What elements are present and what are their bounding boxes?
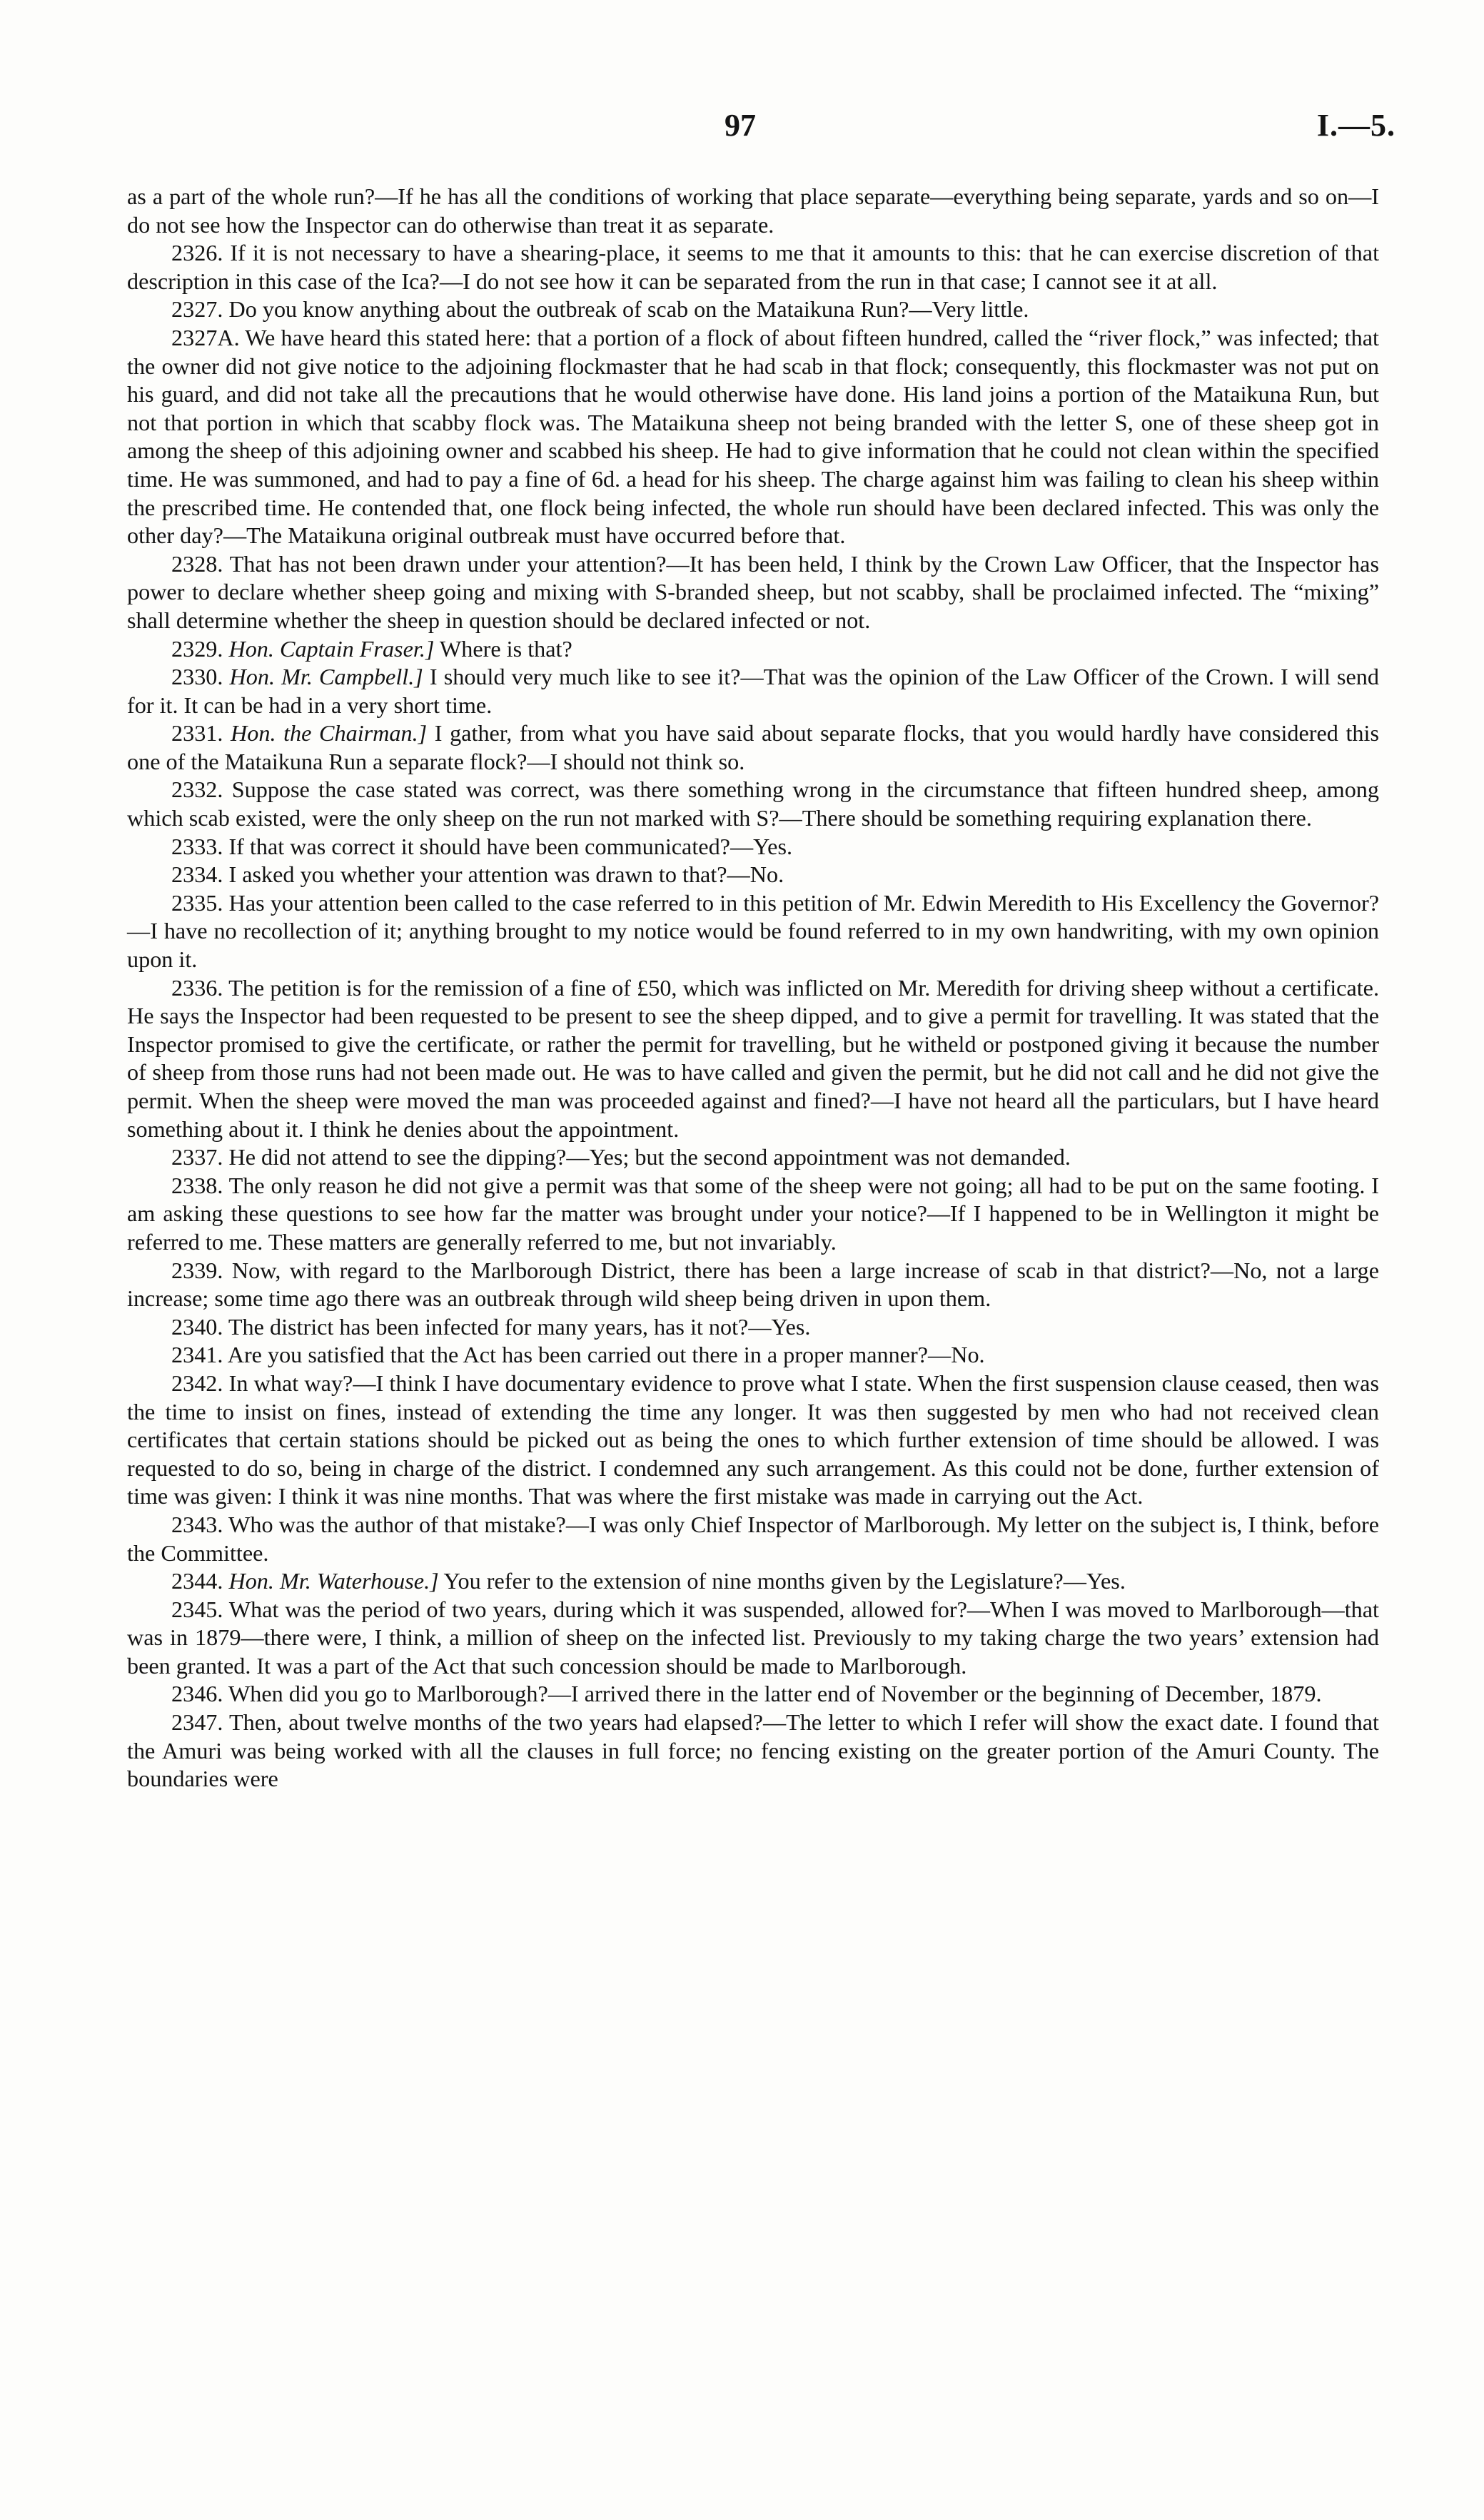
- paragraph: [127, 550, 1379, 635]
- question-number: 2345.: [171, 1596, 223, 1622]
- paragraph: [127, 663, 1379, 719]
- question-number: 2327.: [171, 296, 223, 323]
- page-header: [0, 107, 1484, 150]
- paragraph-text: Then, about twelve months of the two years had elapsed?—The letter to which I refer will show the exact date. I found that the Amuri was being worked with all the clauses in full force; no fencing existing on the greater portion of the Amuri County. The boundaries were: [127, 1709, 1380, 1792]
- speaker-name: Hon. the Chairman.]: [231, 720, 428, 747]
- question-number: 2339.: [171, 1257, 223, 1283]
- paragraph: [127, 1596, 1379, 1681]
- speaker-name: Hon. Mr. Waterhouse.]: [228, 1568, 439, 1594]
- question-number: 2327A.: [171, 324, 240, 350]
- question-number: 2326.: [171, 240, 223, 266]
- question-number: 2336.: [171, 974, 223, 1001]
- speaker-name: Hon. Mr. Campbell.]: [229, 664, 423, 690]
- question-number: 2334.: [171, 861, 223, 888]
- question-number: 2335.: [171, 889, 223, 916]
- paragraph: [127, 1511, 1379, 1567]
- question-number: 2341.: [171, 1342, 223, 1368]
- body-text: [127, 183, 1379, 1793]
- paragraph-text: I should very much like to see it?—That was the opinion of the Law Officer of the Crown. I will send for it. It can be had in a very short time.: [127, 664, 1379, 718]
- question-number: 2337.: [171, 1144, 223, 1170]
- page-number: 97: [725, 108, 756, 143]
- paragraph-text: as a part of the whole run?—If he has all the conditions of working that place separate—everything being separate, yards and so on—I do not see how the Inspector can do otherwise than treat it as separate.: [127, 183, 1379, 238]
- paragraph: [127, 1143, 1379, 1172]
- paragraph: [127, 1680, 1379, 1709]
- paragraph-text: That has not been drawn under your attention?—It has been held, I think by the Crown Law Officer, that the Inspector has power to declare whether sheep going and mixing with S-branded sheep, but not scabby, shall be proclaimed infected. The “mixing” shall determine whether the sheep in question should be declared infected or not.: [127, 550, 1379, 633]
- paragraph: [127, 1172, 1379, 1257]
- question-number: 2343.: [171, 1511, 223, 1537]
- paragraph-text: What was the period of two years, during which it was suspended, allowed for?—When I was moved to Marlborough—that was in 1879—there were, I think, a million of sheep on the infected list. Previously to my taking charge the two years’ extension had been granted. It was a part of the Act that such concession should be made to Marlborough.: [127, 1596, 1379, 1679]
- paragraph: [127, 1341, 1379, 1370]
- paragraph: [127, 974, 1379, 1144]
- paragraph: [127, 776, 1379, 832]
- document-reference: I.—5.: [1316, 108, 1395, 143]
- paragraph-text: The district has been infected for many years, has it not?—Yes.: [228, 1313, 811, 1340]
- question-number: 2344.: [171, 1568, 223, 1594]
- paragraph: [127, 719, 1379, 776]
- speaker-name: Hon. Captain Fraser.]: [228, 635, 435, 662]
- question-number: 2329.: [171, 635, 223, 662]
- question-number: 2330.: [171, 664, 223, 690]
- paragraph-text: You refer to the extension of nine months given by the Legislature?—Yes.: [443, 1568, 1126, 1594]
- question-number: 2333.: [171, 833, 223, 859]
- paragraph: [127, 183, 1379, 239]
- question-number: 2340.: [171, 1313, 223, 1340]
- paragraph: [127, 1709, 1379, 1793]
- question-number: 2338.: [171, 1172, 223, 1198]
- paragraph-text: Are you satisfied that the Act has been carried out there in a proper manner?—No.: [227, 1342, 985, 1368]
- paragraph: [127, 1370, 1379, 1511]
- paragraph-text: The petition is for the remission of a fine of £50, which was inflicted on Mr. Meredith for driving sheep without a certificate. He says the Inspector had been requested to be present to see the sheep dipped, and to give a permit for travelling. It was stated that the Inspector promised to give the certificate, or rather the permit for travelling, but he witheld or postponed giving it because the number of sheep from those runs had not been made out. He was to have called and given the permit, but he did not call and he did not give the permit. When the sheep were moved the man was proceeded against and fined?—I have not heard all the particulars, but I have heard something about it. I think he denies about the appointment.: [127, 974, 1380, 1142]
- paragraph-text: Now, with regard to the Marlborough District, there has been a large increase of scab in that district?—No, not a large increase; some time ago there was an outbreak through wild sheep being driven in upon them.: [127, 1257, 1379, 1312]
- paragraph: [127, 861, 1379, 889]
- paragraph-text: We have heard this stated here: that a portion of a flock of about fifteen hundred, called the “river flock,” was infected; that the owner did not give notice to the adjoining flockmaster that he had scab in that flock; consequently, this flockmaster was not put on his guard, and did not take all the precautions that he would otherwise have done. His land joins a portion of the Mataikuna Run, but not that portion in which that scabby flock was. The Mataikuna sheep not being branded with the letter S, one of these sheep got in among the sheep of this adjoining owner and scabbed his sheep. He had to give information that he could not clean within the specified time. He was summoned, and had to pay a fine of 6d. a head for his sheep. The charge against him was failing to clean his sheep within the prescribed time. He contended that, one flock being infected, the whole run should have been declared infected. This was only the other day?—The Mataikuna original outbreak must have occurred before that.: [127, 324, 1379, 549]
- question-number: 2342.: [171, 1370, 223, 1396]
- paragraph: [127, 635, 1379, 664]
- question-number: 2346.: [171, 1681, 223, 1707]
- paragraph: [127, 1313, 1379, 1342]
- paragraph-text: Suppose the case stated was correct, was there something wrong in the circumstance that fifteen hundred sheep, among which scab existed, were the only sheep on the run not marked with S?—There should be something requiring explanation there.: [127, 776, 1379, 831]
- paragraph-text: If that was correct it should have been communicated?—Yes.: [228, 833, 793, 859]
- paragraph: [127, 324, 1379, 550]
- question-number: 2347.: [171, 1709, 223, 1736]
- paragraph: [127, 295, 1379, 324]
- paragraph-text: In what way?—I think I have documentary evidence to prove what I state. When the first suspension clause ceased, then was the time to insist on fines, instead of extending the time any longer. It was then suggested by men who had not received clean certificates that certain stations should be picked out as being the ones to which further extension of time should be allowed. I was requested to do so, being in charge of the district. I condemned any such arrangement. As this could not be done, further extension of time was given: I think it was nine months. That was where the first mistake was made in carrying out the Act.: [127, 1370, 1379, 1509]
- paragraph: [127, 1257, 1379, 1313]
- paragraph: [127, 239, 1379, 295]
- paragraph-text: When did you go to Marlborough?—I arrived there in the latter end of November or the beginning of December, 1879.: [228, 1681, 1322, 1707]
- paragraph-text: He did not attend to see the dipping?—Yes; but the second appointment was not demanded.: [228, 1144, 1071, 1170]
- paragraph: [127, 1567, 1379, 1596]
- paragraph: [127, 889, 1379, 974]
- paragraph-text: Where is that?: [439, 635, 572, 662]
- question-number: 2332.: [171, 776, 223, 803]
- paragraph-text: I gather, from what you have said about separate flocks, that you would hardly have considered this one of the Mataikuna Run a separate flock?—I should not think so.: [127, 720, 1379, 774]
- question-number: 2331.: [171, 720, 223, 747]
- paragraph: [127, 833, 1379, 861]
- paragraph-text: I asked you whether your attention was drawn to that?—No.: [228, 861, 784, 888]
- paragraph-text: Has your attention been called to the case referred to in this petition of Mr. Edwin Meredith to His Excellency the Governor?—I have no recollection of it; anything brought to my notice would be found referred to in my own handwriting, with my own opinion upon it.: [127, 889, 1380, 973]
- paragraph-text: Do you know anything about the outbreak of scab on the Mataikuna Run?—Very little.: [228, 296, 1029, 323]
- paragraph-text: Who was the author of that mistake?—I was only Chief Inspector of Marlborough. My letter on the subject is, I think, before the Committee.: [127, 1511, 1379, 1566]
- paragraph-text: The only reason he did not give a permit was that some of the sheep were not going; all had to be put on the same footing. I am asking these questions to see how far the matter was brought under your notice?—If I happened to be in Wellington it might be referred to me. These matters are generally referred to me, but not invariably.: [127, 1172, 1379, 1255]
- question-number: 2328.: [171, 550, 223, 577]
- paragraph-text: If it is not necessary to have a shearing-place, it seems to me that it amounts to this: that he can exercise discretion of that description in this case of the Ica?—I do not see how it can be separated from the run in that case; I cannot see it at all.: [127, 240, 1380, 294]
